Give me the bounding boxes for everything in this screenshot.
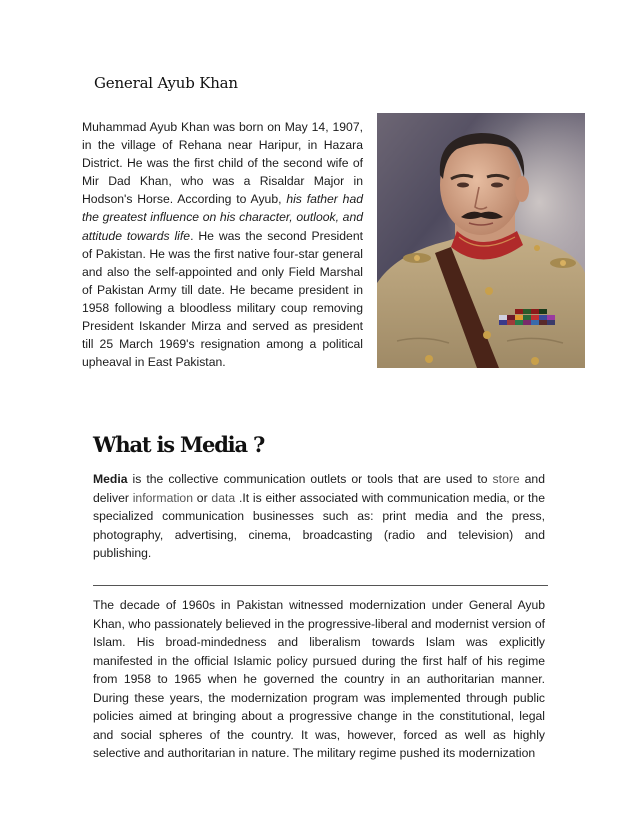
biography-text-part2: . He was the second President of Pakistan. He was the first native four-star general and also the self-appointed and only Field Marshal of Pakistan Army till date. He became president in 1958 following a bloodless military coup removing President Iskander Mirza and served as president till 25 March 1969's resignation among a political upheaval in East Pakistan. — [82, 228, 363, 370]
media-heading: What is Media ? — [93, 432, 265, 457]
modernization-paragraph: The decade of 1960s in Pakistan witnessed modernization under General Ayub Khan, who passionately believed in the progressive-liberal and modernist version of Islam. His broad-mindedness and liberalism towards Islam was explicitly manifested in the official Islamic policy pursued during the first half of his regime from 1958 to 1965 when he governed the country in an authoritarian manner. During these years, the modernization program was implemented through public policies aimed at bringing about a progressive change in the constitutional, legal and social spheres of the country. It was, however, forced as well as highly selective and authoritarian in nature. The military regime pushed its modernization — [93, 598, 545, 760]
information-link[interactable]: information — [132, 490, 193, 505]
biography-title: General Ayub Khan — [94, 74, 238, 92]
biography-text-part1: Muhammad Ayub Khan was born on May 14, 1907, in the village of Rehana near Haripur, in Hazara District. He was the first child of the second wife of Mir Dad Khan, who was a Risaldar Major in Hodson's Horse. According to Ayub, — [82, 120, 363, 207]
biography-paragraph — [82, 118, 363, 371]
media-text-part3: or — [193, 490, 212, 505]
media-term: Media — [93, 472, 128, 486]
media-definition-paragraph — [93, 470, 545, 563]
biography-italic-quote: his father had the greatest influence on his character, outlook, and attitude towards life — [82, 192, 363, 243]
store-link[interactable]: store — [492, 472, 520, 486]
portrait-illustration — [377, 113, 585, 368]
data-link[interactable]: data — [211, 490, 236, 505]
portrait-image — [377, 113, 585, 368]
section-divider — [93, 585, 548, 586]
media-text-part4: .It is either associated with communication media, or the specialized communication businesses such as: print media and the press, photography, advertising, cinema, broadcasting (radio and television) and publishing. — [93, 490, 545, 561]
media-text-part1: is the collective communication outlets or tools that are used to — [127, 472, 493, 486]
media-text-part2: and deliver — [93, 472, 545, 505]
